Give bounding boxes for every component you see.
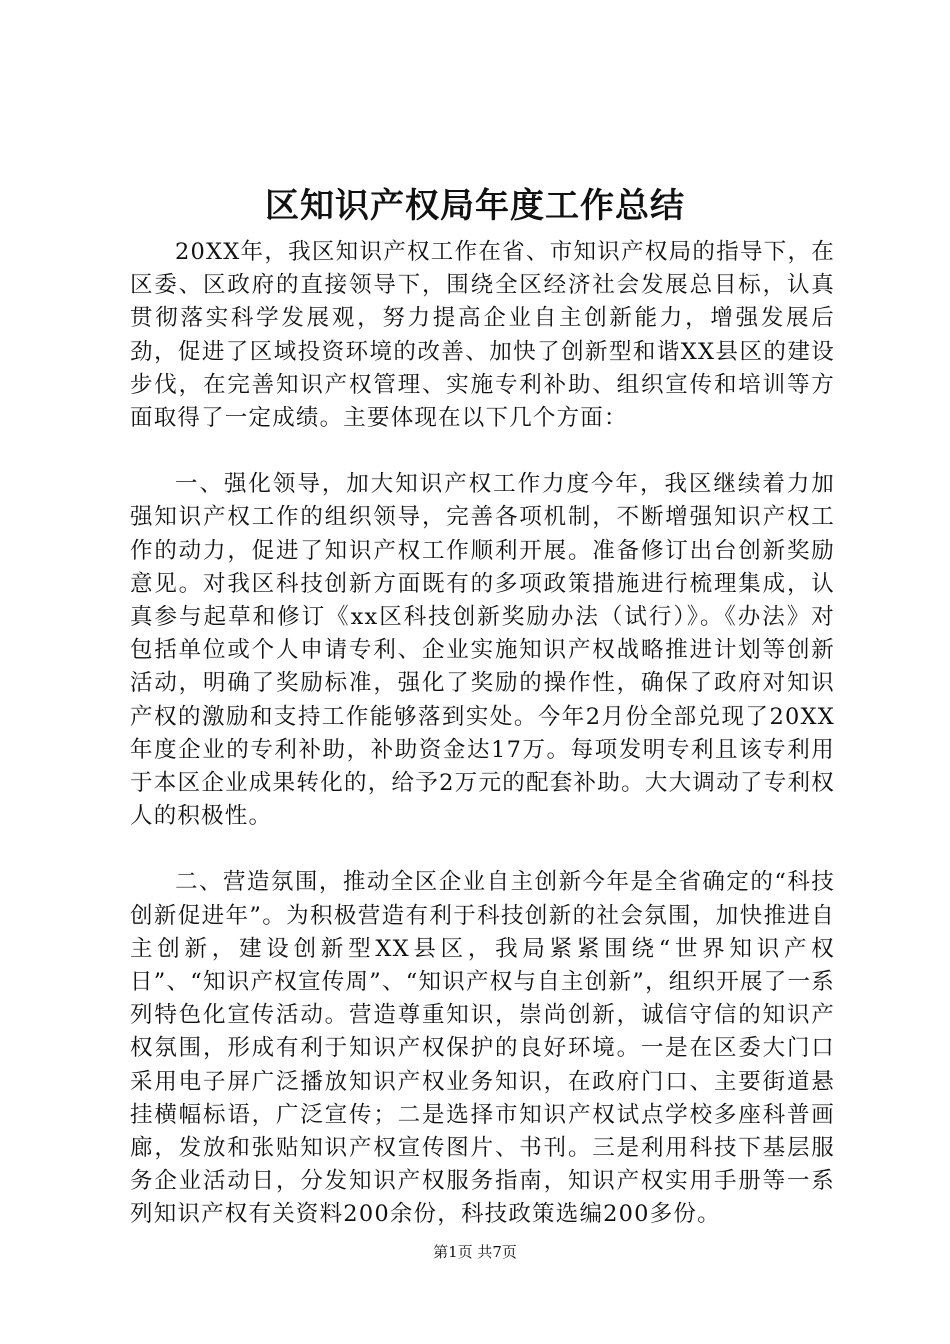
paragraph-intro: 20XX年，我区知识产权工作在省、市知识产权局的指导下，在区委、区政府的直接领导下，围绕全区经济社会发展总目标，认真贯彻落实科学发展观，努力提高企业自主创新能力，增强发展后劲，促进了区域投资环境的改善、加快了创新型和谐XX县区的建设步伐，在完善知识产权管理、实施专利补助、组织宣传和培训等方面取得了一定成绩。主要体现在以下几个方面： — [130, 239, 835, 432]
paragraph-section-1: 一、强化领导，加大知识产权工作力度今年，我区继续着力加强知识产权工作的组织领导，完善各项机制，不断增强知识产权工作的动力，促进了知识产权工作顺利开展。准备修订出台创新奖励意见。对我区科技创新方面既有的多项政策措施进行梳理集成，认真参与起草和修订《xx区科技创新奖励办法（试行）》。《办法》对包括单位或个人申请专利、企业实施知识产权战略推进计划等创新活动，明确了奖励标准，强化了奖励的操作性，确保了政府对知识产权的激励和支持工作能够落到实处。今年2月份全部兑现了20XX年度企业的专利补助，补助资金达17万。每项发明专利且该专利用于本区企业成果转化的，给予2万元的配套补助。大大调动了专利权人的积极性。 — [130, 471, 835, 830]
document-title: 区知识产权局年度工作总结 — [265, 186, 685, 226]
paragraph-section-2: 二、营造氛围，推动全区企业自主创新今年是全省确定的“科技创新促进年”。为积极营造有利于科技创新的社会氛围，加快推进自主创新，建设创新型XX县区，我局紧紧围绕“世界知识产权日”、“知识产权宣传周”、“知识产权与自主创新”，组织开展了一系列特色化宣传活动。营造尊重知识，崇尚创新，诚信守信的知识产权氛围，形成有利于知识产权保护的良好环境。一是在区委大门口采用电子屏广泛播放知识产权业务知识，在政府门口、主要街道悬挂横幅标语，广泛宣传；二是选择市知识产权试点学校多座科普画廊，发放和张贴知识产权宣传图片、书刊。三是利用科技下基层服务企业活动日，分发知识产权服务指南，知识产权实用手册等一系列知识产权有关资料200余份，科技政策选编200多份。 — [130, 869, 835, 1228]
page-number-footer: 第1页 共7页 — [433, 1243, 517, 1261]
document-body — [130, 236, 835, 1232]
